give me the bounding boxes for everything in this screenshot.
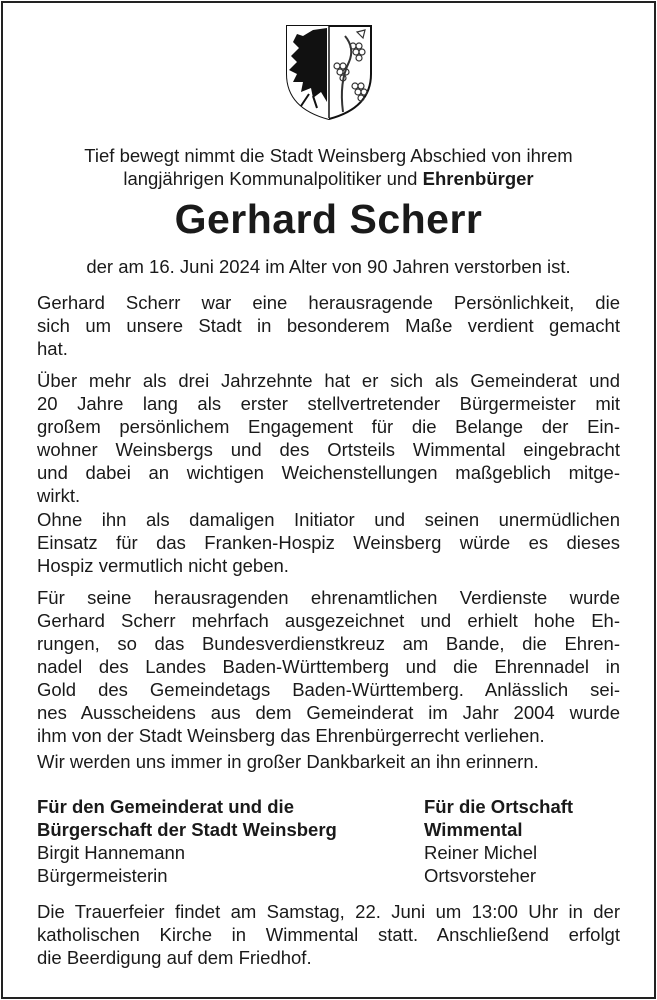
text-line: die Beerdigung auf dem Friedhof. [37,947,312,968]
paragraph-hospiz [37,508,620,577]
text-line: nes Ausscheidens aus dem Gemeinderat im Jahr 2004 wurde [37,702,620,723]
text-line: Für seine herausragenden ehrenamtlichen Verdienste wurde [37,587,620,608]
text-line: großem persönlichem Engagement für die Belange der Ein- [37,416,620,437]
text-line: Gerhard Scherr war eine herausragende Persönlichkeit, die [37,292,620,313]
coat-of-arms-icon [283,22,375,122]
paragraph-honors [37,586,620,747]
death-notice: der am 16. Juni 2024 im Alter von 90 Jahren verstorben ist. [86,256,571,277]
paragraph-career [37,369,620,507]
text-line: rungen, so das Bundesverdienstkreuz am Bande, die Ehren- [37,633,620,654]
text-line: 20 Jahre lang als erster stellvertretender Bürgermeister mit [37,393,620,414]
text-line: wirkt. [37,485,81,506]
text-line: Ohne ihn als damaligen Initiator und seinen unermüdlichen [37,509,620,530]
paragraph-tribute [37,291,620,360]
sig-role: Ortsvorsteher [424,865,537,886]
text-line: Hospiz vermutlich nicht geben. [37,555,289,576]
sig-org: Für den Gemeinderat und die [37,796,294,817]
text-line: Über mehr als drei Jahrzehnte hat er sich als Gemeinderat und [37,370,620,391]
text-line: Einsatz für das Franken-Hospiz Weinsberg würde es dieses [37,532,620,553]
text-line: Wir werden uns immer in großer Dankbarkeit an ihn erinnern. [37,751,539,772]
signature-left [37,795,337,887]
deceased-name: Gerhard Scherr [174,196,483,242]
text-line: katholischen Kirche in Wimmental statt. Anschließend erfolgt [37,924,620,945]
sig-person: Reiner Michel [424,842,538,863]
intro-line-2 [20,168,637,190]
text-line: nadel des Landes Baden-Württemberg und die Ehrennadel in [37,656,620,677]
text-line: Die Trauerfeier findet am Samstag, 22. Juni um 13:00 Uhr in der [37,901,620,922]
intro-text: langjährigen Kommunalpolitiker und [123,168,423,189]
text-line: Gold des Gemeindetags Baden-Württemberg. Anlässlich sei- [37,679,620,700]
paragraph-gratitude [37,750,620,773]
text-line: hat. [37,338,68,359]
text-line: ihm von der Stadt Weinsberg das Ehrenbürgerrecht verliehen. [37,725,545,746]
sig-role: Bürgermeisterin [37,865,168,886]
text-line: Gerhard Scherr mehrfach ausgezeichnet und erhielt hohe Eh- [37,610,620,631]
sig-org: Für die Ortschaft [424,796,574,817]
sig-org: Wimmental [424,819,523,840]
honor-title: Ehrenbürger [422,168,534,189]
text-line: sich um unsere Stadt in besonderem Maße verdient gemacht [37,315,620,336]
funeral-info [37,900,620,969]
text-line: wohner Weinsbergs und des Ortsteils Wimmental eingebracht [37,439,620,460]
sig-org: Bürgerschaft der Stadt Weinsberg [37,819,337,840]
text-line: und dabei an wichtigen Weichenstellungen maßgeblich mitge- [37,462,620,483]
signature-right [424,795,573,887]
sig-person: Birgit Hannemann [37,842,186,863]
intro-line-1: Tief bewegt nimmt die Stadt Weinsberg Abschied von ihrem [84,145,573,166]
